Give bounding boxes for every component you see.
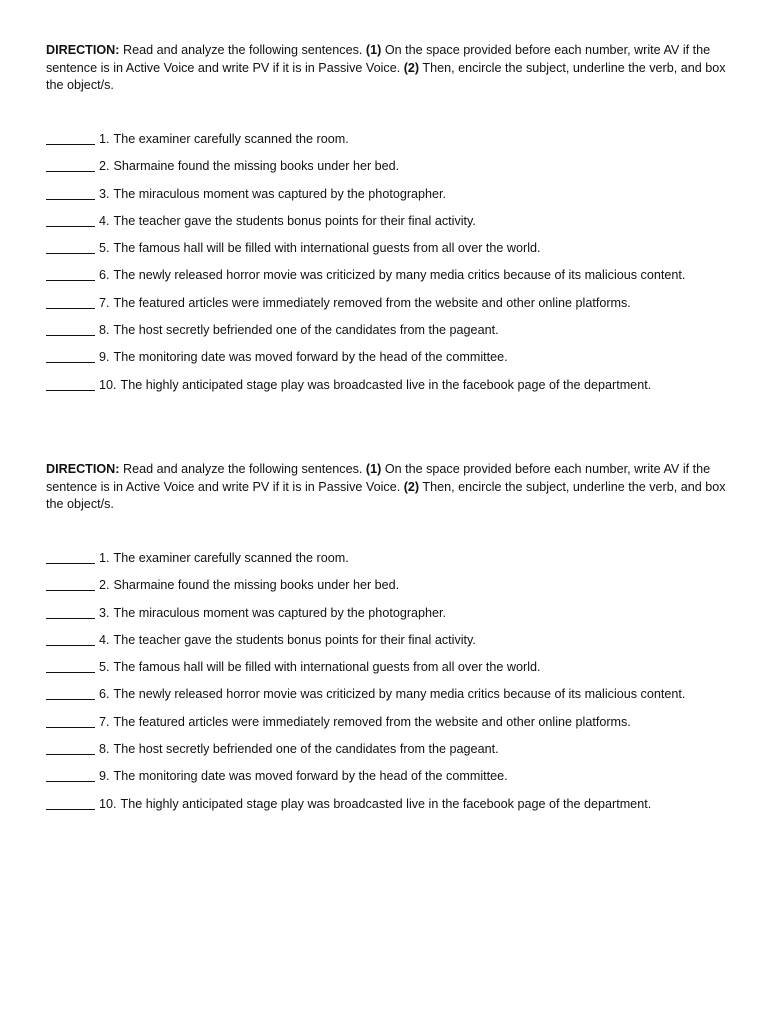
sentence-text: The featured articles were immediately removed from the website and other online platforms. [113, 295, 631, 310]
answer-blank[interactable] [46, 158, 95, 172]
item-number: 7. [99, 714, 110, 729]
item-number: 9. [99, 769, 110, 784]
step-1-marker: (1) [365, 43, 382, 57]
item-number: 5. [99, 660, 110, 675]
item-number: 2. [99, 159, 110, 174]
item-number: 8. [99, 323, 110, 338]
sentence-text: Sharmaine found the missing books under her bed. [113, 578, 400, 593]
answer-blank[interactable] [46, 632, 95, 646]
sentence-text: The examiner carefully scanned the room. [113, 132, 349, 146]
item-number: 6. [99, 268, 110, 283]
sentence-item [46, 714, 726, 741]
sentence-item [46, 131, 726, 158]
sentence-item [46, 632, 726, 659]
sentence-text: The featured articles were immediately removed from the website and other online platforms. [113, 714, 631, 729]
item-number: 5. [99, 241, 110, 256]
sentence-text: The newly released horror movie was criticized by many media critics because of its malicious content. [113, 687, 686, 702]
sentence-item [46, 659, 726, 686]
item-number: 3. [99, 186, 110, 201]
answer-blank[interactable] [46, 741, 95, 755]
answer-blank[interactable] [46, 605, 95, 619]
sentence-text: The highly anticipated stage play was broadcasted live in the facebook page of the department. [120, 377, 652, 392]
sentence-text: The teacher gave the students bonus points for their final activity. [113, 632, 476, 647]
step-2-marker: (2) [403, 479, 420, 494]
item-number: 9. [99, 350, 110, 365]
sentence-item [46, 267, 726, 294]
direction-text: Read and analyze the following sentences. [119, 43, 366, 57]
direction-label: DIRECTION: [46, 462, 120, 476]
sentence-item [46, 158, 726, 185]
item-number: 1. [99, 551, 110, 565]
sentence-text: The monitoring date was moved forward by the head of the committee. [113, 769, 508, 784]
step-1-marker: (1) [365, 462, 382, 476]
answer-blank[interactable] [46, 550, 95, 564]
worksheet-section-2 [46, 461, 726, 811]
step-2-marker: (2) [403, 60, 420, 75]
answer-blank[interactable] [46, 295, 95, 309]
item-number: 8. [99, 742, 110, 757]
sentence-text: The examiner carefully scanned the room. [113, 551, 349, 565]
sentence-text: The highly anticipated stage play was broadcasted live in the facebook page of the department. [120, 796, 652, 811]
answer-blank[interactable] [46, 240, 95, 254]
direction-text: Then, encircle the subject, underline the verb, and box the object/s. [46, 60, 726, 93]
sentence-item [46, 605, 726, 632]
sentence-text: The host secretly befriended one of the candidates from the pageant. [113, 742, 499, 757]
sentence-item [46, 240, 726, 267]
item-number: 1. [99, 132, 110, 146]
answer-blank[interactable] [46, 796, 95, 810]
sentence-item [46, 349, 726, 376]
sentence-list [46, 550, 726, 823]
direction-text: On the space provided before each number, write AV if the sentence is in Active Voice and write PV if it is in Passive Voice. [46, 43, 711, 75]
answer-blank[interactable] [46, 714, 95, 728]
item-number: 4. [99, 213, 110, 228]
sentence-text: The famous hall will be filled with international guests from all over the world. [113, 241, 541, 256]
direction-text: Then, encircle the subject, underline the verb, and box the object/s. [46, 479, 726, 512]
direction-text: On the space provided before each number, write AV if the sentence is in Active Voice and write PV if it is in Passive Voice. [46, 462, 711, 494]
item-number: 10. [99, 796, 117, 811]
answer-blank[interactable] [46, 686, 95, 700]
answer-blank[interactable] [46, 768, 95, 782]
answer-blank[interactable] [46, 267, 95, 281]
item-number: 7. [99, 295, 110, 310]
sentence-item [46, 577, 726, 604]
sentence-text: The miraculous moment was captured by the photographer. [113, 186, 447, 201]
sentence-item [46, 186, 726, 213]
sentence-item [46, 550, 726, 577]
answer-blank[interactable] [46, 659, 95, 673]
direction-paragraph [46, 461, 726, 514]
sentence-item [46, 295, 726, 322]
sentence-list [46, 131, 726, 404]
answer-blank[interactable] [46, 349, 95, 363]
answer-blank[interactable] [46, 322, 95, 336]
item-number: 6. [99, 687, 110, 702]
sentence-text: The newly released horror movie was criticized by many media critics because of its malicious content. [113, 268, 686, 283]
sentence-text: The host secretly befriended one of the candidates from the pageant. [113, 323, 499, 338]
sentence-item [46, 741, 726, 768]
sentence-item [46, 377, 726, 404]
worksheet-section-1 [46, 42, 726, 392]
answer-blank[interactable] [46, 213, 95, 227]
direction-label: DIRECTION: [46, 43, 120, 57]
item-number: 2. [99, 578, 110, 593]
item-number: 4. [99, 632, 110, 647]
sentence-item [46, 322, 726, 349]
item-number: 3. [99, 605, 110, 620]
sentence-item [46, 213, 726, 240]
answer-blank[interactable] [46, 186, 95, 200]
direction-paragraph [46, 42, 726, 95]
sentence-text: Sharmaine found the missing books under her bed. [113, 159, 400, 174]
answer-blank[interactable] [46, 577, 95, 591]
sentence-text: The teacher gave the students bonus points for their final activity. [113, 213, 476, 228]
sentence-item [46, 796, 726, 823]
sentence-text: The monitoring date was moved forward by the head of the committee. [113, 350, 508, 365]
sentence-text: The famous hall will be filled with international guests from all over the world. [113, 660, 541, 675]
direction-text: Read and analyze the following sentences. [119, 462, 366, 476]
item-number: 10. [99, 377, 117, 392]
answer-blank[interactable] [46, 377, 95, 391]
sentence-text: The miraculous moment was captured by the photographer. [113, 605, 447, 620]
answer-blank[interactable] [46, 131, 95, 145]
sentence-item [46, 768, 726, 795]
sentence-item [46, 686, 726, 713]
